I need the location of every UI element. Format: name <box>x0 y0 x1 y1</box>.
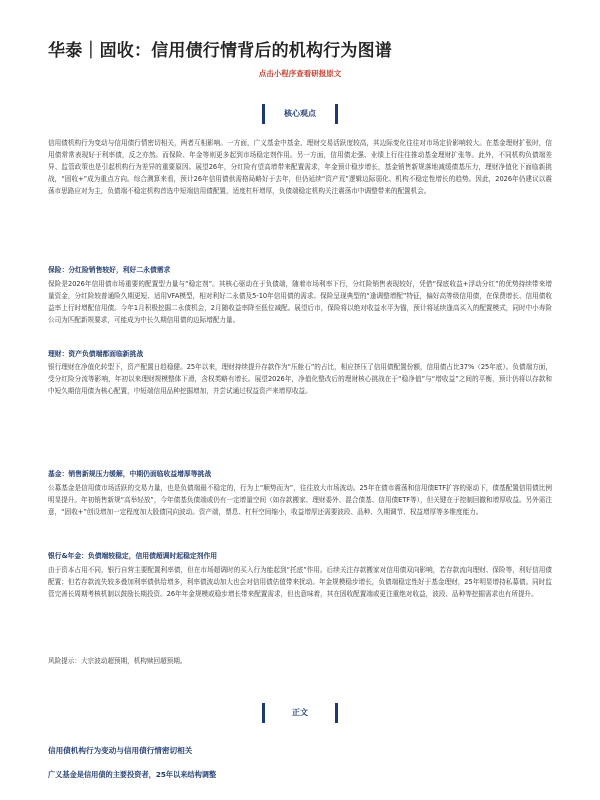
summary-paragraph: 信用债机构行为变动与信用债行情密切相关，两者互相影响。一方面，广义基金中基金、理财交易活跃度较高，其边际变化往往对市场定价影响较大。在基金理财扩张时，信用债常常表现好于利率债，反之亦然。而保险、年金等则更多起到市场稳定剂作用。另一方面，信用债走强、业绩上行往往推动基金理财扩张等。此外，不同机构负债端差异、监管政策也是引起机构行为差异的重要原因。展望26年，分红险有望高增带来配置需求，年金预计稳步增长，基金销售新规落地减缓债基压力，理财净值化下面临新挑战，“固收+”成为重点方向。综合测算来看，预计26年信用债供需格局略好于去年，但仍延续“资产荒”逻辑边际弱化、机构不稳定性增长的趋势。因此，2026年仍建议以震荡市思路应对为主，负债端不稳定机构首选中短端信用债配置，适度杠杆增厚，负债端稳定机构关注震荡市中调整带来的配置机会。 <box>48 139 552 195</box>
section-label-core: 核心观点 <box>262 104 338 124</box>
risk-notice: 风险提示：大宗波动超预期，机构赎回超预期。 <box>48 657 187 665</box>
wealth-heading: 理财：资产负债端都面临新挑战 <box>48 350 144 358</box>
section-label-body: 正文 <box>262 703 338 723</box>
insurance-paragraph: 保险是2026年信用债市场重要的配置型力量与“稳定剂”。其核心驱动在于负债端，随着市场利率下行，分红险销售表现较好，凭借“保底收益+浮动分红”的优势持续带来增量资金，分红险较普通险久期更短、适用VFA模型，相对利好二永债及5-10年信用债的需求。保险呈现典型的“逢调整增配”特征，偏好高等级信用债，在保费增长、信用债收益率上行时增配信用债。今年1月积极挖掘二永债机会，2月随收益率降至低位减配。展望后市，保险将以绝对收益水平为锚，预计将延续逢高买入的配置模式，同时中小寿险公司为匹配新规要求，可能成为中长久期信用债的边际增配力量。 <box>48 280 552 324</box>
body-heading-2: 广义基金是信用债的主要投资者，25年以来结构调整 <box>48 770 217 779</box>
bank-heading: 银行&年金：负债端较稳定，信用债超调时起稳定剂作用 <box>48 552 218 560</box>
wealth-paragraph: 银行理财在净值化转型下，资产配置日趋稳健。25年以来，理财持续提升存款作为“压舱石”的占比，相应挤压了信用债配置份额，信用债占比37%（25年底）。负债端方面，受分红险分流等影响，年初以来理财规模整体下滑，含权类略有增长。展望2026年，净值化整改后的理财核心挑战在于“稳净值”与“增收益”之间的平衡，预计仍将以存款和中短久期信用债为核心配置，中短端信用品种挖掘增加，并尝试通过权益资产来增厚收益。 <box>48 363 552 395</box>
fund-heading: 基金：销售新规压力缓解，中期仍面临收益增厚等挑战 <box>48 470 212 478</box>
bank-paragraph: 由于资本占用不同，银行自营主要配置利率债，但在市场超调时的买入行为能起到“托底”作用。后续关注存款搬家对信用债双向影响，若存款流向理财、保险等，利好信用债配置；但若存款流失较多叠加利率债供给增多，利率债波动加大也会对信用债估值带来扰动。年金规模稳步增长，负债端稳定性好于基金理财，25年明显增持私募债。同时监管完善长周期考核机制以鼓励长期投资。26年年金规模或稳步增长带来配置需求，但也意味着，其在固收配置端或更注重绝对收益，波段、品种等挖掘需求也有所提升。 <box>48 566 552 598</box>
fund-paragraph: 公募基金是信用债市场活跃的交易力量，也是负债端最不稳定的，行为上“顺势而为”，往往放大市场波动。25年在债市震荡和信用债ETF扩容的驱动下，债基配置信用债比例明显提升。年初销售新规“高举轻放”，今年债基负债端或仍有一定增量空间（如存款搬家、理财委外、混合债基、信用债ETF等），但关键在于控制回撤和增厚收益。另外需注意，“固收+”创设增加一定程度加大股债同向波动。资产端，票息、杠杆空间缩小，收益增厚还需要波段、品种、久期调节、权益增厚等多维度能力。 <box>48 484 552 516</box>
body-heading-1: 信用债机构行为变动与信用债行情密切相关 <box>48 746 193 755</box>
insurance-heading: 保险：分红险销售较好，利好二永债需求 <box>48 266 171 274</box>
mini-program-link[interactable]: 点击小程序查看研报原文 <box>258 69 342 78</box>
page-title: 华泰｜固收：信用债行情背后的机构行为图谱 <box>48 41 392 61</box>
